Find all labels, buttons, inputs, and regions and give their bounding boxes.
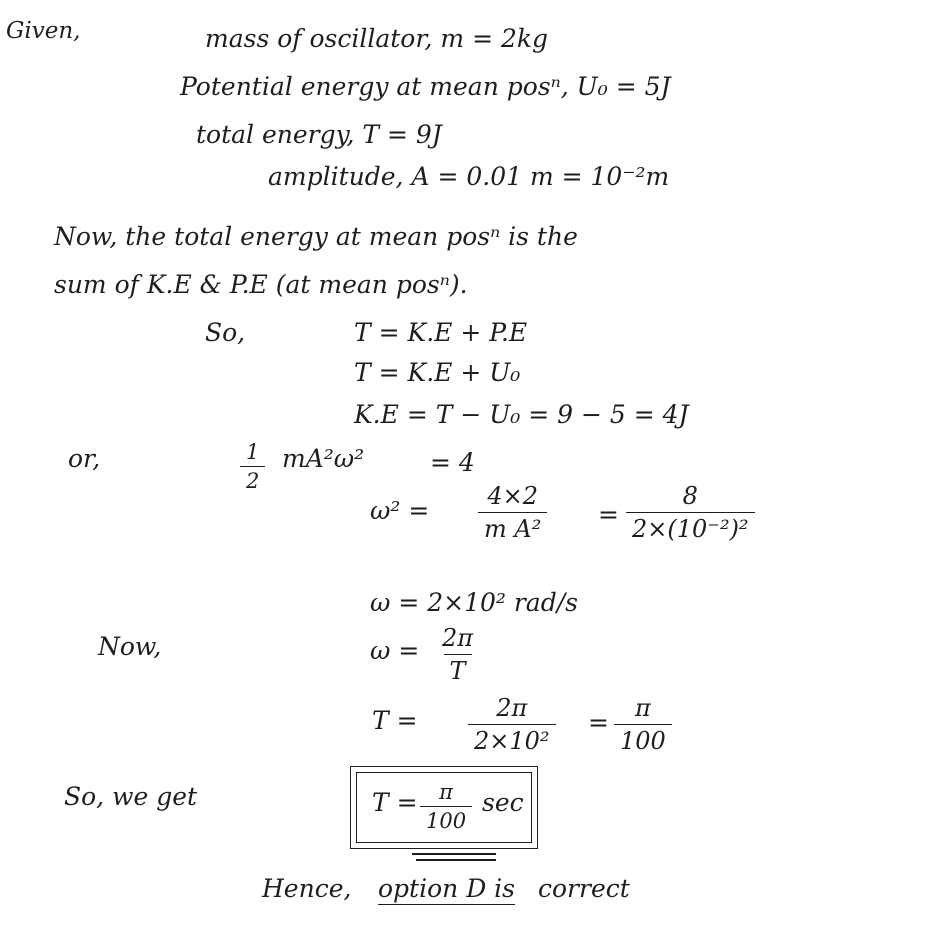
equals-sign: = <box>588 708 609 737</box>
or-label: or, <box>68 444 101 473</box>
equation-total-with-u0: T = K.E + U₀ <box>354 358 521 387</box>
explanation-line-2: sum of K.E & P.E (at mean posⁿ). <box>54 270 468 299</box>
double-underline-top <box>412 853 496 855</box>
fraction-omega-squared-2 <box>626 482 755 543</box>
fraction-denominator: 100 <box>420 806 472 833</box>
equals-sign: = <box>598 500 619 529</box>
fraction-numerator: 2π <box>442 624 474 652</box>
fraction-denominator: 2×10² <box>468 724 556 755</box>
equation-omega-value: ω = 2×10² rad/s <box>370 588 578 617</box>
now-label: Now, <box>98 632 162 661</box>
fraction-numerator: π <box>635 694 651 722</box>
fraction-omega-squared-1 <box>478 482 547 543</box>
boxed-fraction <box>420 780 472 833</box>
boxed-unit: sec <box>482 788 524 817</box>
fraction-numerator: 2π <box>496 694 528 722</box>
result-label: So, we get <box>64 782 198 811</box>
fraction-denominator: 2 <box>240 466 265 493</box>
fraction-numerator: 8 <box>682 482 698 510</box>
given-mass: mass of oscillator, m = 2kg <box>205 24 549 53</box>
equation-kinetic-formula: mA²ω² <box>282 444 365 473</box>
fraction-denominator: m A² <box>478 512 547 543</box>
fraction-period-1 <box>468 694 556 755</box>
omega-squared-label: ω² = <box>370 496 430 525</box>
conclusion-hence: Hence, <box>262 874 352 903</box>
given-amplitude: amplitude, A = 0.01 m = 10⁻²m <box>268 162 670 191</box>
fraction-one-half <box>240 440 265 493</box>
explanation-line-1: Now, the total energy at mean posⁿ is the <box>54 222 578 251</box>
double-underline-bottom <box>416 859 496 861</box>
equation-kinetic-energy: K.E = T − U₀ = 9 − 5 = 4J <box>354 400 689 429</box>
given-label: Given, <box>6 18 81 44</box>
fraction-numerator: 4×2 <box>487 482 538 510</box>
fraction-period-2 <box>614 694 672 755</box>
fraction-two-pi-over-t <box>436 624 479 685</box>
given-potential-energy: Potential energy at mean posⁿ, U₀ = 5J <box>180 72 671 101</box>
fraction-denominator: 2×(10⁻²)² <box>626 512 755 543</box>
fraction-denominator: 100 <box>614 724 672 755</box>
fraction-numerator: 1 <box>246 440 260 464</box>
omega-definition-label: ω = <box>370 636 420 665</box>
period-label: T = <box>372 706 418 735</box>
conclusion-correct: correct <box>538 874 630 903</box>
boxed-period-label: T = <box>372 788 418 817</box>
so-label: So, <box>205 318 246 347</box>
equation-kinetic-value: = 4 <box>430 448 475 477</box>
equation-total-energy: T = K.E + P.E <box>354 318 528 347</box>
given-total-energy: total energy, T = 9J <box>196 120 442 149</box>
conclusion-option-underlined: option D is <box>378 874 516 903</box>
fraction-denominator: T <box>444 654 472 685</box>
fraction-numerator: π <box>439 780 453 804</box>
